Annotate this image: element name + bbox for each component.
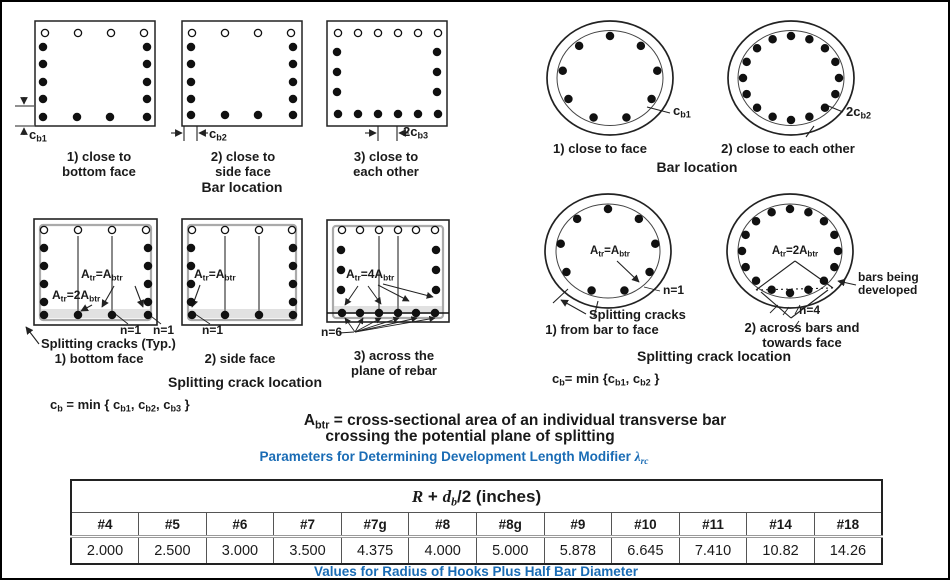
label-splitting-cracks-circ: Splitting cracks <box>589 307 686 322</box>
radius-value-cell: 10.82 <box>747 537 815 565</box>
label-n4-circ2: n=4 <box>799 303 821 317</box>
table-title-cell: $R + d_b/2$ (inches) <box>71 480 882 513</box>
label-splitting-cracks-typ: Splitting cracks (Typ.) <box>41 336 176 351</box>
radius-value-cell: 3.000 <box>206 537 274 565</box>
bar-size-cell: #8 <box>409 513 477 537</box>
bar-size-cell: #14 <box>747 513 815 537</box>
radius-value-cell: 2.000 <box>71 537 139 565</box>
caption-crack-across-bars: 2) across bars and towards face <box>744 320 860 350</box>
table-values-row <box>71 537 882 565</box>
radius-value-cell: 2.500 <box>139 537 207 565</box>
radius-value-cell: 6.645 <box>612 537 680 565</box>
label-atr-abtr-circ1: $A_{tr}=A_{btr}$ <box>590 245 630 259</box>
radius-value-cell: 7.410 <box>679 537 747 565</box>
caption-circle-close-each-other: 2) close to each other <box>721 141 855 156</box>
caption-close-side-face: 2) close to side face <box>210 149 276 179</box>
bar-size-cell: #11 <box>679 513 747 537</box>
hook-radius-table <box>70 479 883 565</box>
rect-section-side-face <box>182 21 302 126</box>
label-n1-circ1: n=1 <box>663 283 685 297</box>
label-atr-4abtr-sq3: $A_{tr}=4A_{btr}$ <box>346 267 395 283</box>
label-2cb3: $2c_{b3}$ <box>403 124 429 141</box>
label-n1-c: n=1 <box>202 323 224 337</box>
rect-section-close-bars <box>327 21 447 126</box>
radius-value-cell: 14.26 <box>814 537 882 565</box>
bar-size-cell: #9 <box>544 513 612 537</box>
caption-crack-plane-rebar: 3) across the plane of rebar <box>351 348 437 378</box>
formula-cb-min-circ: $c_b= \min \{c_{b1}$, $c_{b2}$ } <box>552 371 660 388</box>
bar-size-cell: #7 <box>274 513 342 537</box>
caption-table-values: Values for Radius of Hooks Plus Half Bar Diameter <box>313 564 639 579</box>
radius-value-cell: 4.000 <box>409 537 477 565</box>
label-cb2: $c_{b2}$ <box>209 126 227 143</box>
label-n1-a: n=1 <box>120 323 142 337</box>
bar-size-cell: #6 <box>206 513 274 537</box>
bar-size-cell: #5 <box>139 513 207 537</box>
radius-value-cell: 5.878 <box>544 537 612 565</box>
bar-size-cell: #4 <box>71 513 139 537</box>
title-splitting-crack-rect: Splitting crack location <box>167 374 323 390</box>
heading-parameters-modifier: Parameters for Determining Development Length Modifier $\lambda_{rc}$ <box>259 449 649 467</box>
bar-size-cell: #7g <box>341 513 409 537</box>
cb2-dimension-marks <box>171 126 208 141</box>
note-abtr-definition-line2: crossing the potential plane of splitting <box>325 428 615 445</box>
bar-size-cell: #18 <box>814 513 882 537</box>
title-bar-location-circ: Bar location <box>656 159 738 175</box>
label-cb1: $c_{b1}$ <box>29 127 47 144</box>
table-header-row <box>71 480 882 513</box>
label-atr-2abtr-circ2: $A_{tr}=2A_{btr}$ <box>771 245 819 259</box>
label-n6: n=6 <box>321 325 343 339</box>
rect-section-bottom-face <box>35 21 155 126</box>
caption-close-bottom-face: 1) close to bottom face <box>62 149 136 179</box>
note-abtr-definition-line1: $A_{btr}$ = cross-sectional area of an individual transverse bar <box>303 412 727 432</box>
radius-value-cell: 5.000 <box>476 537 544 565</box>
bar-size-cell: #8g <box>476 513 544 537</box>
caption-circle-close-face: 1) close to face <box>553 141 647 156</box>
label-atr-2abtr-sq1: $A_{tr}=2A_{btr}$ <box>52 288 101 304</box>
label-n1-b: n=1 <box>153 323 175 337</box>
title-splitting-crack-circ: Splitting crack location <box>636 348 792 364</box>
label-atr-abtr-sq1: $A_{tr}=A_{btr}$ <box>81 267 123 283</box>
caption-crack-bar-to-face: 1) from bar to face <box>545 322 659 337</box>
caption-crack-bottom-face: 1) bottom face <box>54 351 144 366</box>
radius-value-cell: 3.500 <box>274 537 342 565</box>
label-2cb2-circle: $2c_{b2}$ <box>846 104 872 121</box>
formula-cb-min-rect: $c_b = \min$ { $c_{b1}$, $c_{b2}$, $c_{b3}$ } <box>50 397 190 414</box>
label-atr-abtr-sq2: $A_{tr}=A_{btr}$ <box>194 267 236 283</box>
table-bar-size-row <box>71 513 882 537</box>
title-bar-location-rect: Bar location <box>201 179 283 195</box>
bar-size-cell: #10 <box>612 513 680 537</box>
caption-crack-side-face: 2) side face <box>204 351 276 366</box>
crack-circle-across-bars <box>727 194 856 331</box>
label-bars-being-developed: bars being developed <box>858 270 919 298</box>
radius-value-cell: 4.375 <box>341 537 409 565</box>
label-cb1-circle: $c_{b1}$ <box>673 103 691 120</box>
caption-close-each-other: 3) close to each other <box>353 149 419 179</box>
